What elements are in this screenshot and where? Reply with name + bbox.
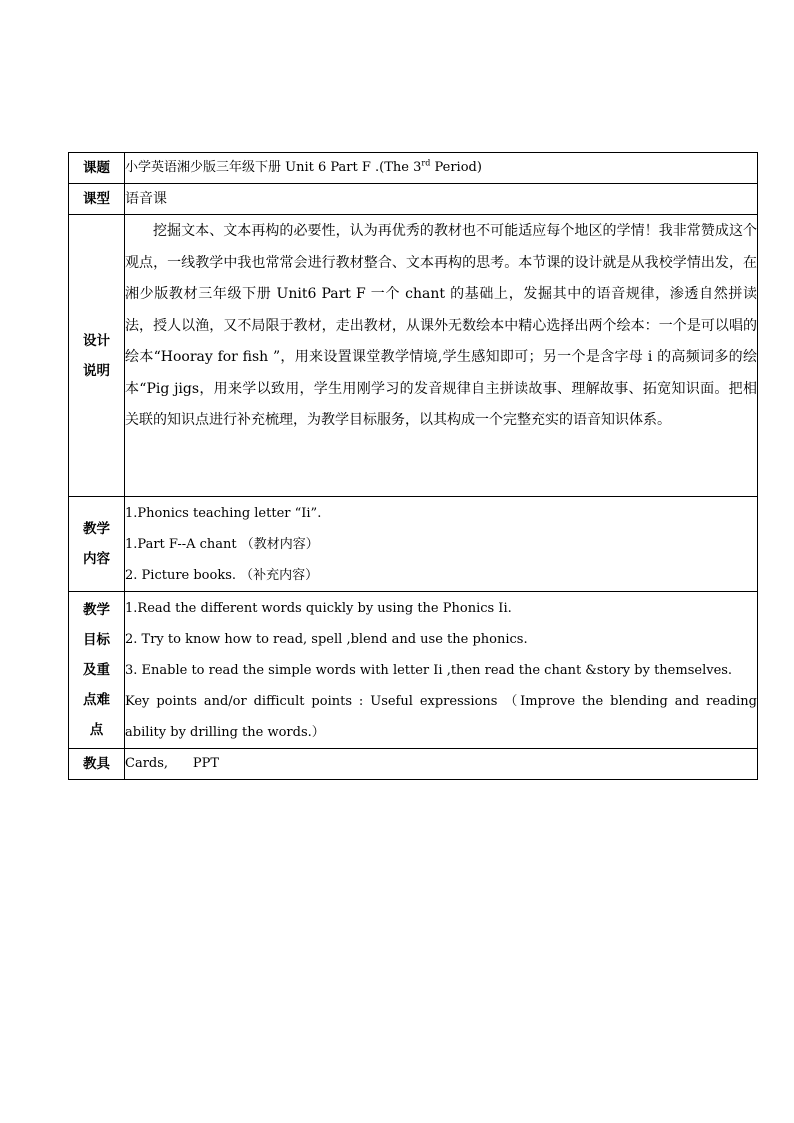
content-line-3: 2. Picture books. （补充内容）	[125, 567, 319, 583]
topic-text-end: Period)	[430, 160, 482, 175]
design-explanation	[125, 215, 758, 497]
design-paragraph: 挖掘文本、文本再构的必要性，认为再优秀的教材也不可能适应每个地区的学情！我非常赞成这个观点，一线教学中我也常常会进行教材整合、文本再构的思考。本节课的设计就是从我校学情出发，在湘少版教材三年级下册 Unit6 Part F 一个 chant 的基础上，发掘其中的语音规律，渗透自然拼读法，授人以渔，又不局限于教材，走出教材，从课外无数绘本中精心选择出两个绘本：一个是可以唱的绘本“Hooray for fish ”，用来设置课堂教学情境,学生感知即可；另一个是含字母 i 的高频词多的绘本“Pig jigs，用来学以致用，学生用刚学习的发音规律自主拼读故事、理解故事、拓宽知识面。把相关联的知识点进行补充梳理，为教学目标服务，以其构成一个完整充实的语音知识体系。	[125, 223, 757, 428]
key-points-line: Key points and/or difficult points : Useful expressions （Improve the blending and reading ability by drilling the words.）	[125, 693, 757, 740]
label-objectives	[69, 592, 125, 749]
content-line-2: 1.Part F--A chant （教材内容）	[125, 536, 319, 552]
objective-line-3: 3. Enable to read the simple words with letter Ii ,then read the chant &story by themselves.	[125, 662, 733, 678]
row-tools	[69, 749, 758, 780]
label-objectives-line5: 点	[89, 722, 104, 738]
row-topic	[69, 153, 758, 184]
label-content	[69, 497, 125, 592]
label-content-line1: 教学	[83, 521, 110, 537]
label-objectives-line3: 及重	[83, 662, 110, 678]
label-type: 课型	[69, 184, 125, 215]
row-type	[69, 184, 758, 215]
label-design-line1: 设计	[83, 332, 110, 349]
topic-value	[125, 153, 758, 184]
tools-value: Cards, PPT	[125, 749, 758, 780]
lesson-plan-table	[68, 152, 758, 780]
label-design-line2: 说明	[83, 362, 110, 379]
objective-line-2: 2. Try to know how to read, spell ,blend and use the phonics.	[125, 631, 528, 647]
label-objectives-line4: 点难	[83, 692, 110, 708]
row-objectives	[69, 592, 758, 749]
label-topic: 课题	[69, 153, 125, 184]
type-value: 语音课	[125, 184, 758, 215]
label-content-line2: 内容	[83, 551, 110, 567]
content-line-1: 1.Phonics teaching letter “Ii”.	[125, 505, 322, 521]
topic-ordinal-suffix: rd	[421, 158, 431, 168]
label-objectives-line2: 目标	[83, 632, 110, 648]
label-design	[69, 215, 125, 497]
row-design	[69, 215, 758, 497]
topic-text: 小学英语湘少版三年级下册 Unit 6 Part F .(The 3	[125, 160, 422, 175]
objective-line-1: 1.Read the different words quickly by using the Phonics Ii.	[125, 600, 512, 616]
teaching-content	[125, 497, 758, 592]
row-content	[69, 497, 758, 592]
label-objectives-line1: 教学	[83, 602, 110, 618]
teaching-objectives	[125, 592, 758, 749]
label-tools: 教具	[69, 749, 125, 780]
